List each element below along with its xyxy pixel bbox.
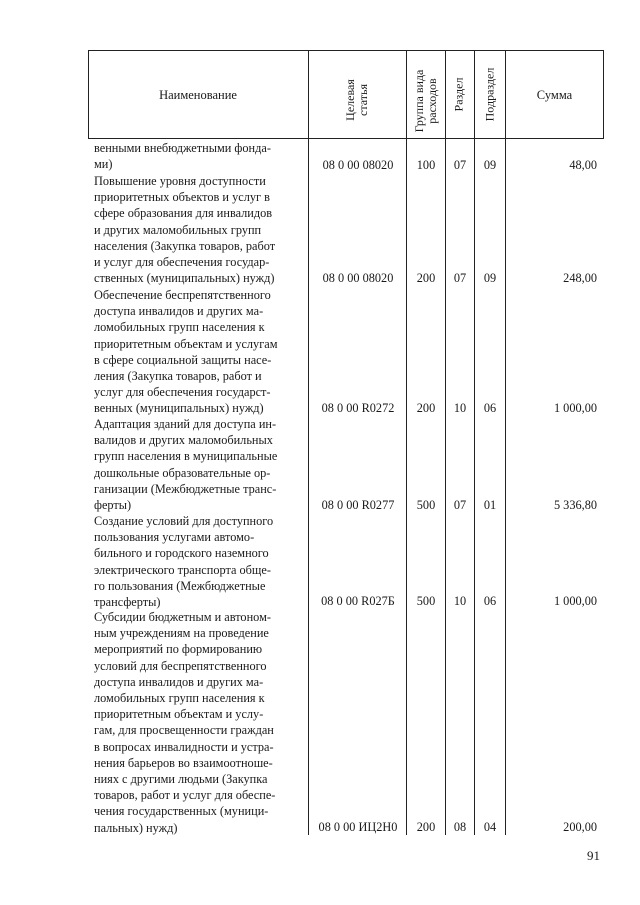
col-border-2 (406, 50, 407, 835)
amount-value: 200,00 (563, 820, 597, 834)
section-code: 08 (453, 820, 467, 834)
description-line: дошкольные образовательные ор- (94, 465, 271, 480)
description-line: ми) (94, 157, 113, 172)
description-line: Создание условий для доступного (94, 514, 274, 528)
target-article-code: 08 0 00 08020 (322, 271, 394, 285)
section-code: 10 (453, 594, 467, 608)
description-line: венных (муниципальных) нужд) (94, 401, 264, 416)
description-line: Повышение уровня доступности (94, 174, 266, 188)
header-subsection: Подраздел (482, 67, 497, 122)
header-bottom-border (88, 138, 604, 139)
table-right-border (603, 50, 604, 138)
description-line: сфере образования для инвалидов (94, 206, 273, 221)
expense-group-code: 500 (416, 594, 436, 608)
header-target-article: Целевая статья (343, 79, 370, 121)
description-line: приоритетным объектам и услугам (94, 336, 278, 351)
amount-value: 48,00 (569, 158, 597, 172)
section-code: 07 (453, 498, 467, 512)
amount-value: 248,00 (563, 271, 597, 285)
description-line: пальных) нужд) (94, 820, 178, 835)
page-number: 91 (587, 848, 600, 863)
description-line: приоритетных объектов и услуг в (94, 190, 270, 205)
description-line: ниях с другими людьми (Закупка (94, 772, 268, 787)
description-line: ления (Закупка товаров, работ и (94, 369, 262, 384)
description-line: населения (Закупка товаров, работ (94, 238, 276, 253)
description-line: товаров, работ и услуг для обеспе- (94, 788, 276, 803)
description-line: ственных (муниципальных) нужд) (94, 271, 275, 286)
row-description (94, 173, 304, 286)
description-line: доступа инвалидов и других ма- (94, 304, 264, 319)
subsection-code: 04 (483, 820, 497, 834)
target-article-code: 08 0 00 08020 (322, 158, 394, 172)
expense-group-code: 200 (416, 820, 436, 834)
subsection-code: 09 (483, 271, 497, 285)
header-name: Наименование (159, 88, 237, 102)
description-line: ломобильных групп населения к (94, 320, 265, 335)
expense-group-code: 200 (416, 401, 436, 415)
description-line: Субсидии бюджетным и автоном- (94, 610, 271, 624)
row-description (94, 416, 304, 513)
section-code: 07 (453, 271, 467, 285)
description-line: ганизации (Межбюджетные транс- (94, 481, 277, 496)
description-line: условий для беспрепятственного (94, 658, 267, 673)
description-line: пользования услугами автомо- (94, 530, 255, 545)
target-article-code: 08 0 00 R0272 (321, 401, 395, 415)
description-line: доступа инвалидов и других ма- (94, 674, 264, 689)
description-line: ломобильных групп населения к (94, 691, 265, 706)
subsection-code: 06 (483, 401, 497, 415)
row-description (94, 513, 304, 610)
expense-group-code: 100 (416, 158, 436, 172)
description-line: Обеспечение беспрепятственного (94, 288, 271, 302)
description-line: и других маломобильных групп (94, 222, 262, 237)
subsection-code: 06 (483, 594, 497, 608)
row-description (94, 287, 304, 417)
row-description (94, 609, 304, 836)
col-border-1 (308, 50, 309, 835)
amount-value: 1 000,00 (553, 401, 597, 415)
description-line: чения государственных (муници- (94, 804, 269, 819)
description-line: в сфере социальной защиты насе- (94, 352, 272, 367)
row-description (94, 140, 304, 172)
expense-group-code: 500 (416, 498, 436, 512)
description-line: нения барьеров во взаимоотноше- (94, 755, 273, 770)
target-article-code: 08 0 00 R027Б (321, 594, 395, 608)
expense-group-code: 200 (416, 271, 436, 285)
description-line: услуг для обеспечения государст- (94, 385, 271, 400)
description-line: мероприятий по формированию (94, 642, 263, 657)
description-line: в вопросах инвалидности и устра- (94, 739, 274, 754)
table-top-border (88, 50, 604, 51)
description-line: трансферты) (94, 595, 161, 610)
amount-value: 5 336,80 (553, 498, 597, 512)
description-line: валидов и других маломобильных (94, 433, 273, 448)
description-line: ным учреждениям на проведение (94, 626, 269, 641)
description-line: венными внебюджетными фонда- (94, 141, 271, 155)
description-line: приоритетным объектам и услу- (94, 707, 264, 722)
section-code: 10 (453, 401, 467, 415)
description-line: и услуг для обеспечения государ- (94, 255, 270, 270)
section-code: 07 (453, 158, 467, 172)
target-article-code: 08 0 00 R0277 (321, 498, 395, 512)
subsection-code: 09 (483, 158, 497, 172)
header-expense-group: Группа вида расходов (412, 69, 439, 133)
header-amount: Сумма (536, 88, 573, 102)
description-line: Адаптация зданий для доступа ин- (94, 417, 277, 431)
subsection-code: 01 (483, 498, 497, 512)
description-line: бильного и городского наземного (94, 546, 269, 561)
amount-value: 1 000,00 (553, 594, 597, 608)
description-line: гам, для просвещенности граждан (94, 723, 274, 738)
header-section: Раздел (451, 77, 466, 112)
target-article-code: 08 0 00 ИЦ2Н0 (318, 820, 398, 834)
description-line: ферты) (94, 498, 132, 513)
description-line: групп населения в муниципальные (94, 449, 278, 464)
description-line: го пользования (Межбюджетные (94, 578, 266, 593)
description-line: электрического транспорта обще- (94, 562, 271, 577)
